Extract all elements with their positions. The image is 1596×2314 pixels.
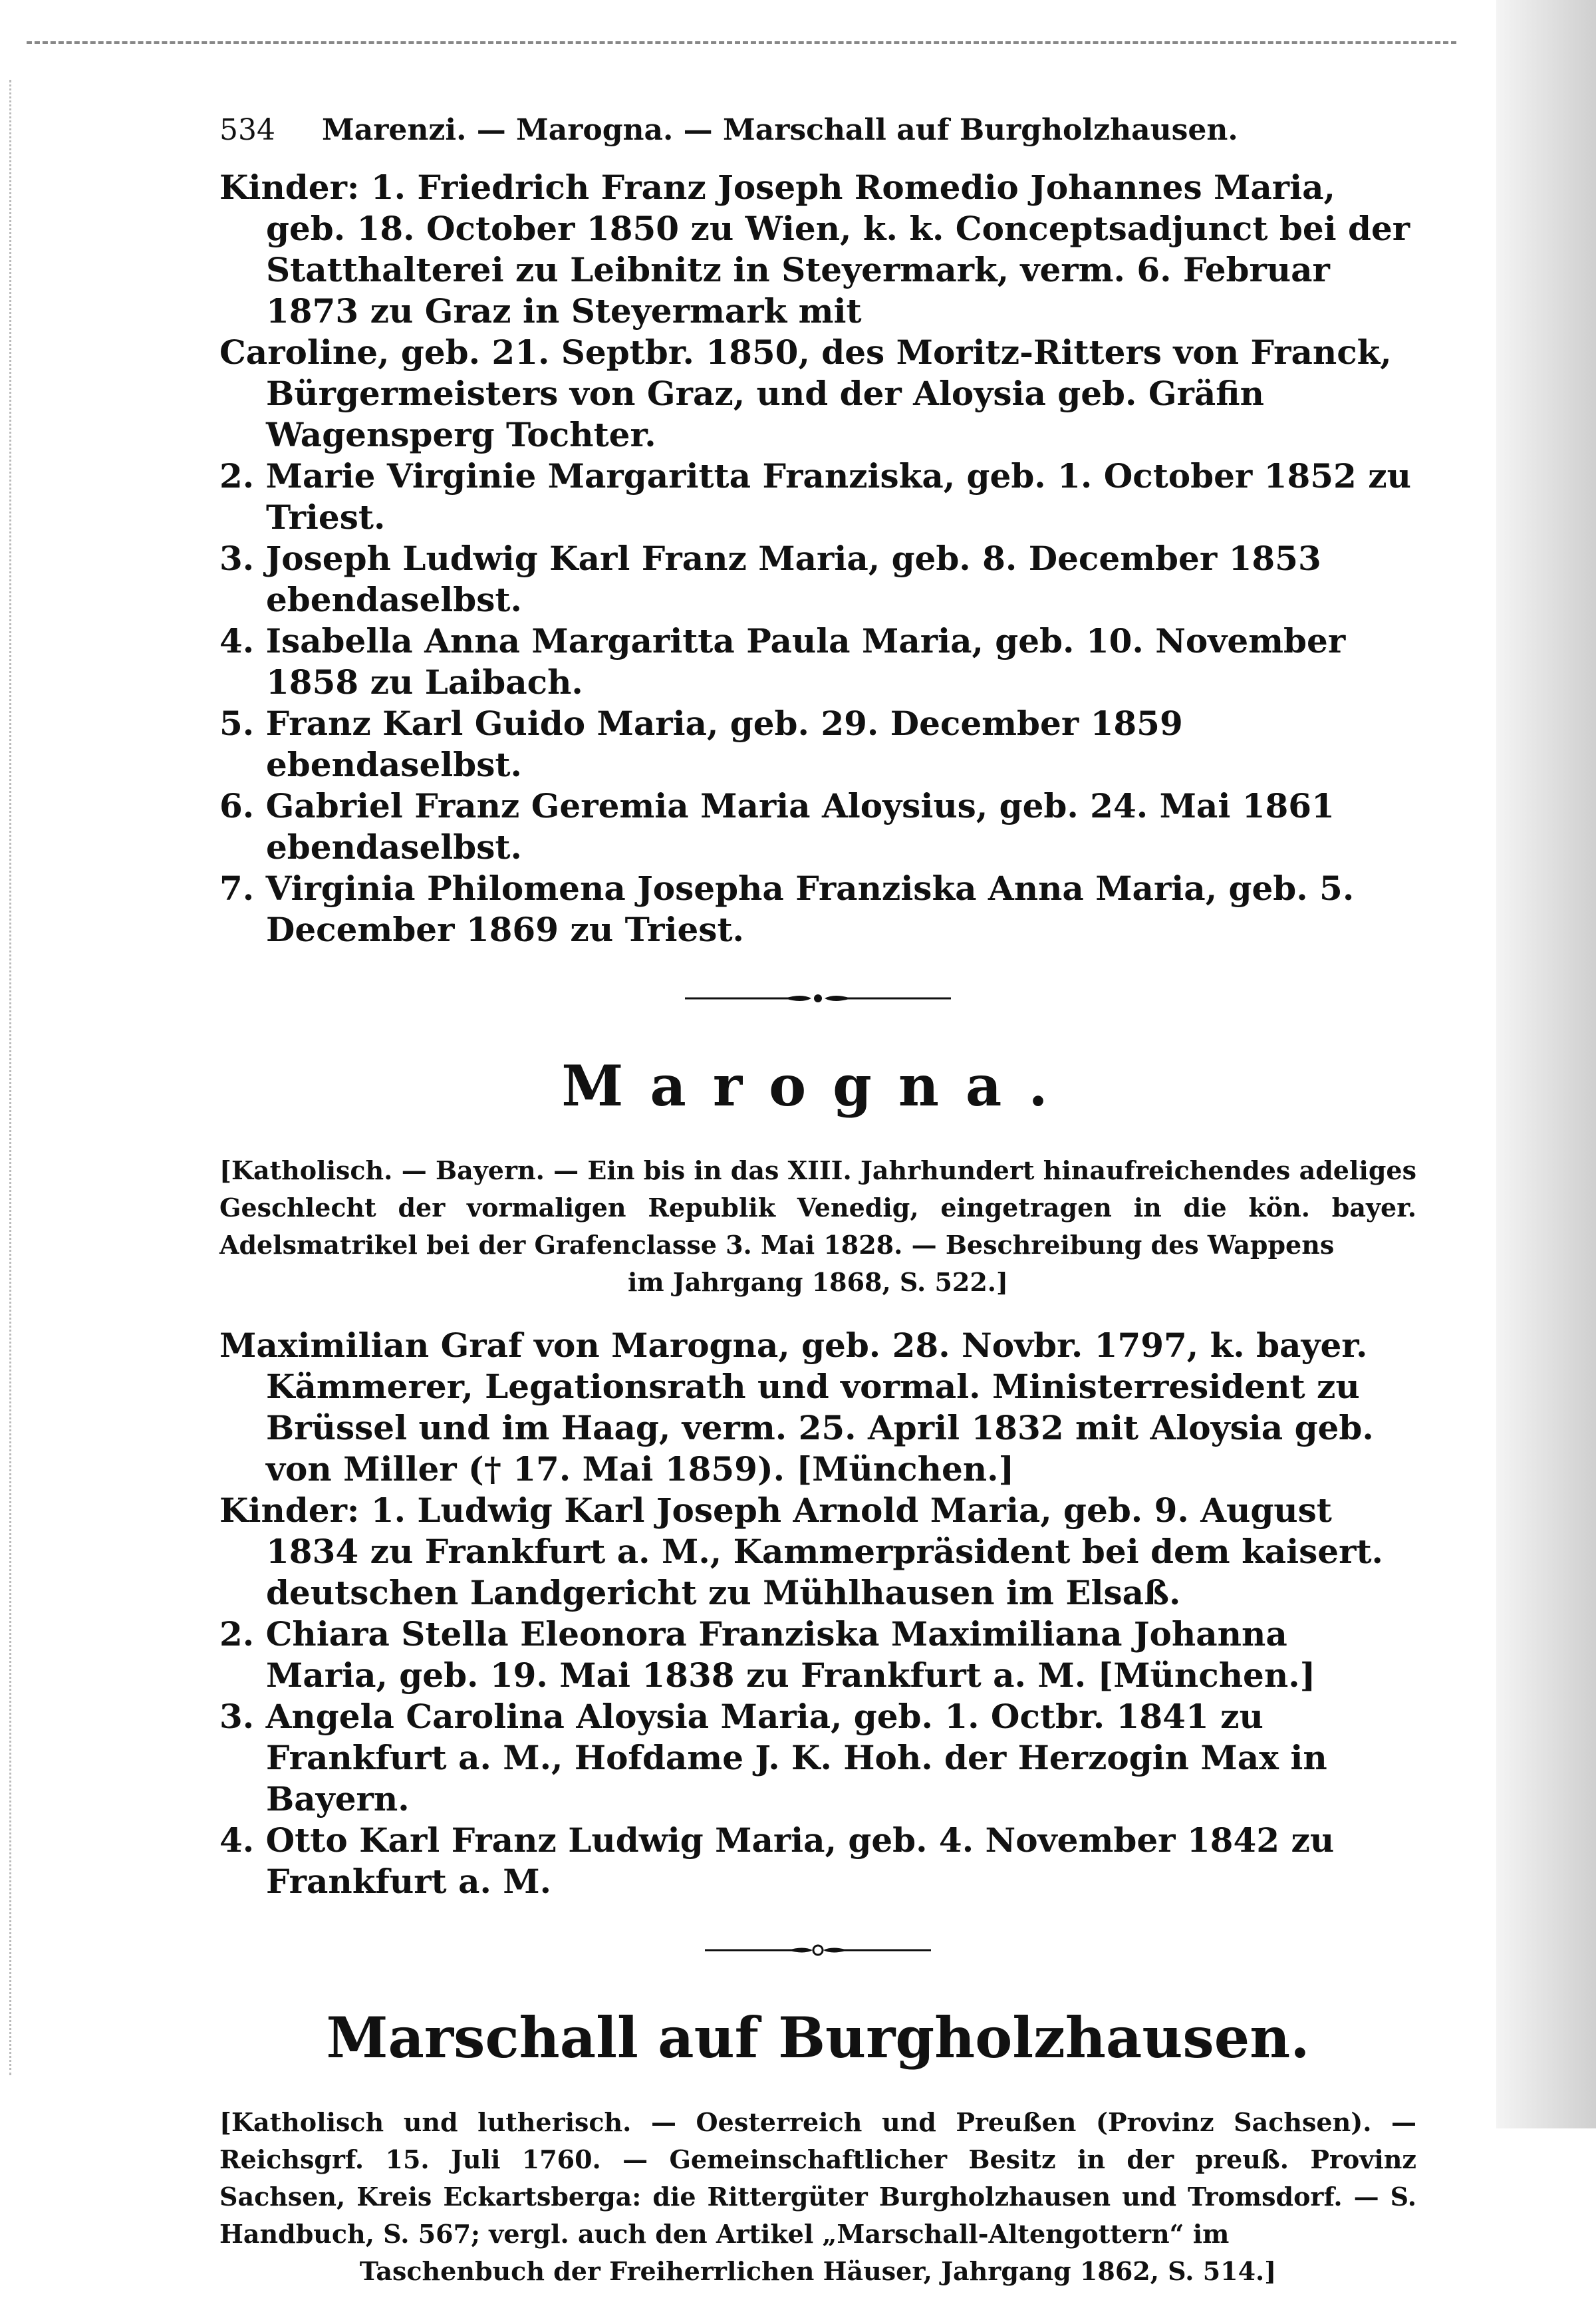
marogna-section — [219, 1053, 1416, 1902]
marenzi-entry-5: 4. Isabella Anna Margaritta Paula Maria, geb. 10. November 1858 zu Laibach. — [219, 621, 1346, 702]
page-left-edge — [9, 80, 14, 2075]
marschall-note-text: [Katholisch und lutherisch. — Oesterreich und Preußen (Provinz Sachsen). — Reichsgrf. 15. Juli 1760. — Gemeinschaftlicher Besitz in der preuß. Provinz Sachsen, Kreis Eckartsberga: die Rittergüter Burgholzhausen und Tromsdorf. — S. Handbuch, S. 567; vergl. auch den Artikel „Marschall-Altengottern“ im — [219, 2107, 1416, 2249]
page-number: 534 — [219, 113, 275, 147]
marschall-section — [219, 2005, 1416, 2290]
marenzi-entry-3: 2. Marie Virginie Margaritta Franziska, geb. 1. October 1852 zu Triest. — [219, 456, 1411, 537]
marogna-note-text: [Katholisch. — Bayern. — Ein bis in das XIII. Jahrhundert hinaufreichendes adeliges Geschlecht der vormaligen Republik Venedig, eingetragen in die kön. bayer. Adelsmatrikel bei der Grafenclasse 3. Mai 1828. — Beschreibung des Wappens — [219, 1155, 1416, 1260]
ornament-divider-icon — [705, 1942, 931, 1958]
marenzi-entry-1: Kinder: 1. Friedrich Franz Joseph Romedio Johannes Maria, geb. 18. October 1850 zu Wien, k. k. Conceptsadjunct bei der Statthalterei zu Leibnitz in Steyermark, verm. 6. Februar 1873 zu Graz in Steyermark mit — [219, 168, 1410, 331]
page-top-edge — [27, 41, 1456, 47]
marschall-note — [219, 2104, 1416, 2290]
marogna-note — [219, 1152, 1416, 1301]
adjacent-page-edge — [1496, 0, 1596, 2128]
marogna-entry-5: 4. Otto Karl Franz Ludwig Maria, geb. 4. November 1842 zu Frankfurt a. M. — [219, 1820, 1335, 1901]
marenzi-entry-8: 7. Virginia Philomena Josepha Franziska Anna Maria, geb. 5. December 1869 zu Triest. — [219, 869, 1355, 949]
running-header — [219, 113, 1416, 147]
marogna-note-end: im Jahrgang 1868, S. 522.] — [627, 1267, 1009, 1297]
running-title: Marenzi. — Marogna. — Marschall auf Burgholzhausen. — [321, 113, 1238, 147]
marschall-title: Marschall auf Burgholzhausen. — [326, 2005, 1310, 2071]
ornament-divider-icon — [685, 990, 951, 1006]
marenzi-entry-6: 5. Franz Karl Guido Maria, geb. 29. December 1859 ebendaselbst. — [219, 704, 1183, 784]
marschall-note-end: Taschenbuch der Freiherrlichen Häuser, Jahrgang 1862, S. 514.] — [359, 2256, 1277, 2286]
marogna-entry-3: 2. Chiara Stella Eleonora Franziska Maximiliana Johanna Maria, geb. 19. Mai 1838 zu Frankfurt a. M. [München.] — [219, 1614, 1316, 1695]
marogna-entry-4: 3. Angela Carolina Aloysia Maria, geb. 1. Octbr. 1841 zu Frankfurt a. M., Hofdame J. K. Hoh. der Herzogin Max in Bayern. — [219, 1697, 1327, 1818]
section-divider-2 — [219, 1942, 1416, 1958]
section-divider-1 — [219, 990, 1416, 1006]
marogna-title: Marogna. — [561, 1053, 1075, 1119]
book-page — [219, 113, 1416, 2314]
marenzi-section — [219, 167, 1416, 950]
marogna-entry-2: Kinder: 1. Ludwig Karl Joseph Arnold Maria, geb. 9. August 1834 zu Frankfurt a. M., Kammerpräsident bei dem kaisert. deutschen Landgericht zu Mühlhausen im Elsaß. — [219, 1491, 1383, 1612]
marogna-entry-1: Maximilian Graf von Marogna, geb. 28. Novbr. 1797, k. bayer. Kämmerer, Legationsrath und vormal. Ministerresident zu Brüssel und im Haag, verm. 25. April 1832 mit Aloysia geb. von Miller († 17. Mai 1859). [München.] — [219, 1326, 1374, 1489]
marenzi-entry-7: 6. Gabriel Franz Geremia Maria Aloysius, geb. 24. Mai 1861 ebendaselbst. — [219, 786, 1335, 867]
marenzi-entry-4: 3. Joseph Ludwig Karl Franz Maria, geb. 8. December 1853 ebendaselbst. — [219, 539, 1321, 619]
marenzi-entry-2: Caroline, geb. 21. Septbr. 1850, des Moritz-Ritters von Franck, Bürgermeisters von Graz, und der Aloysia geb. Gräfin Wagensperg Tochter. — [219, 333, 1392, 454]
